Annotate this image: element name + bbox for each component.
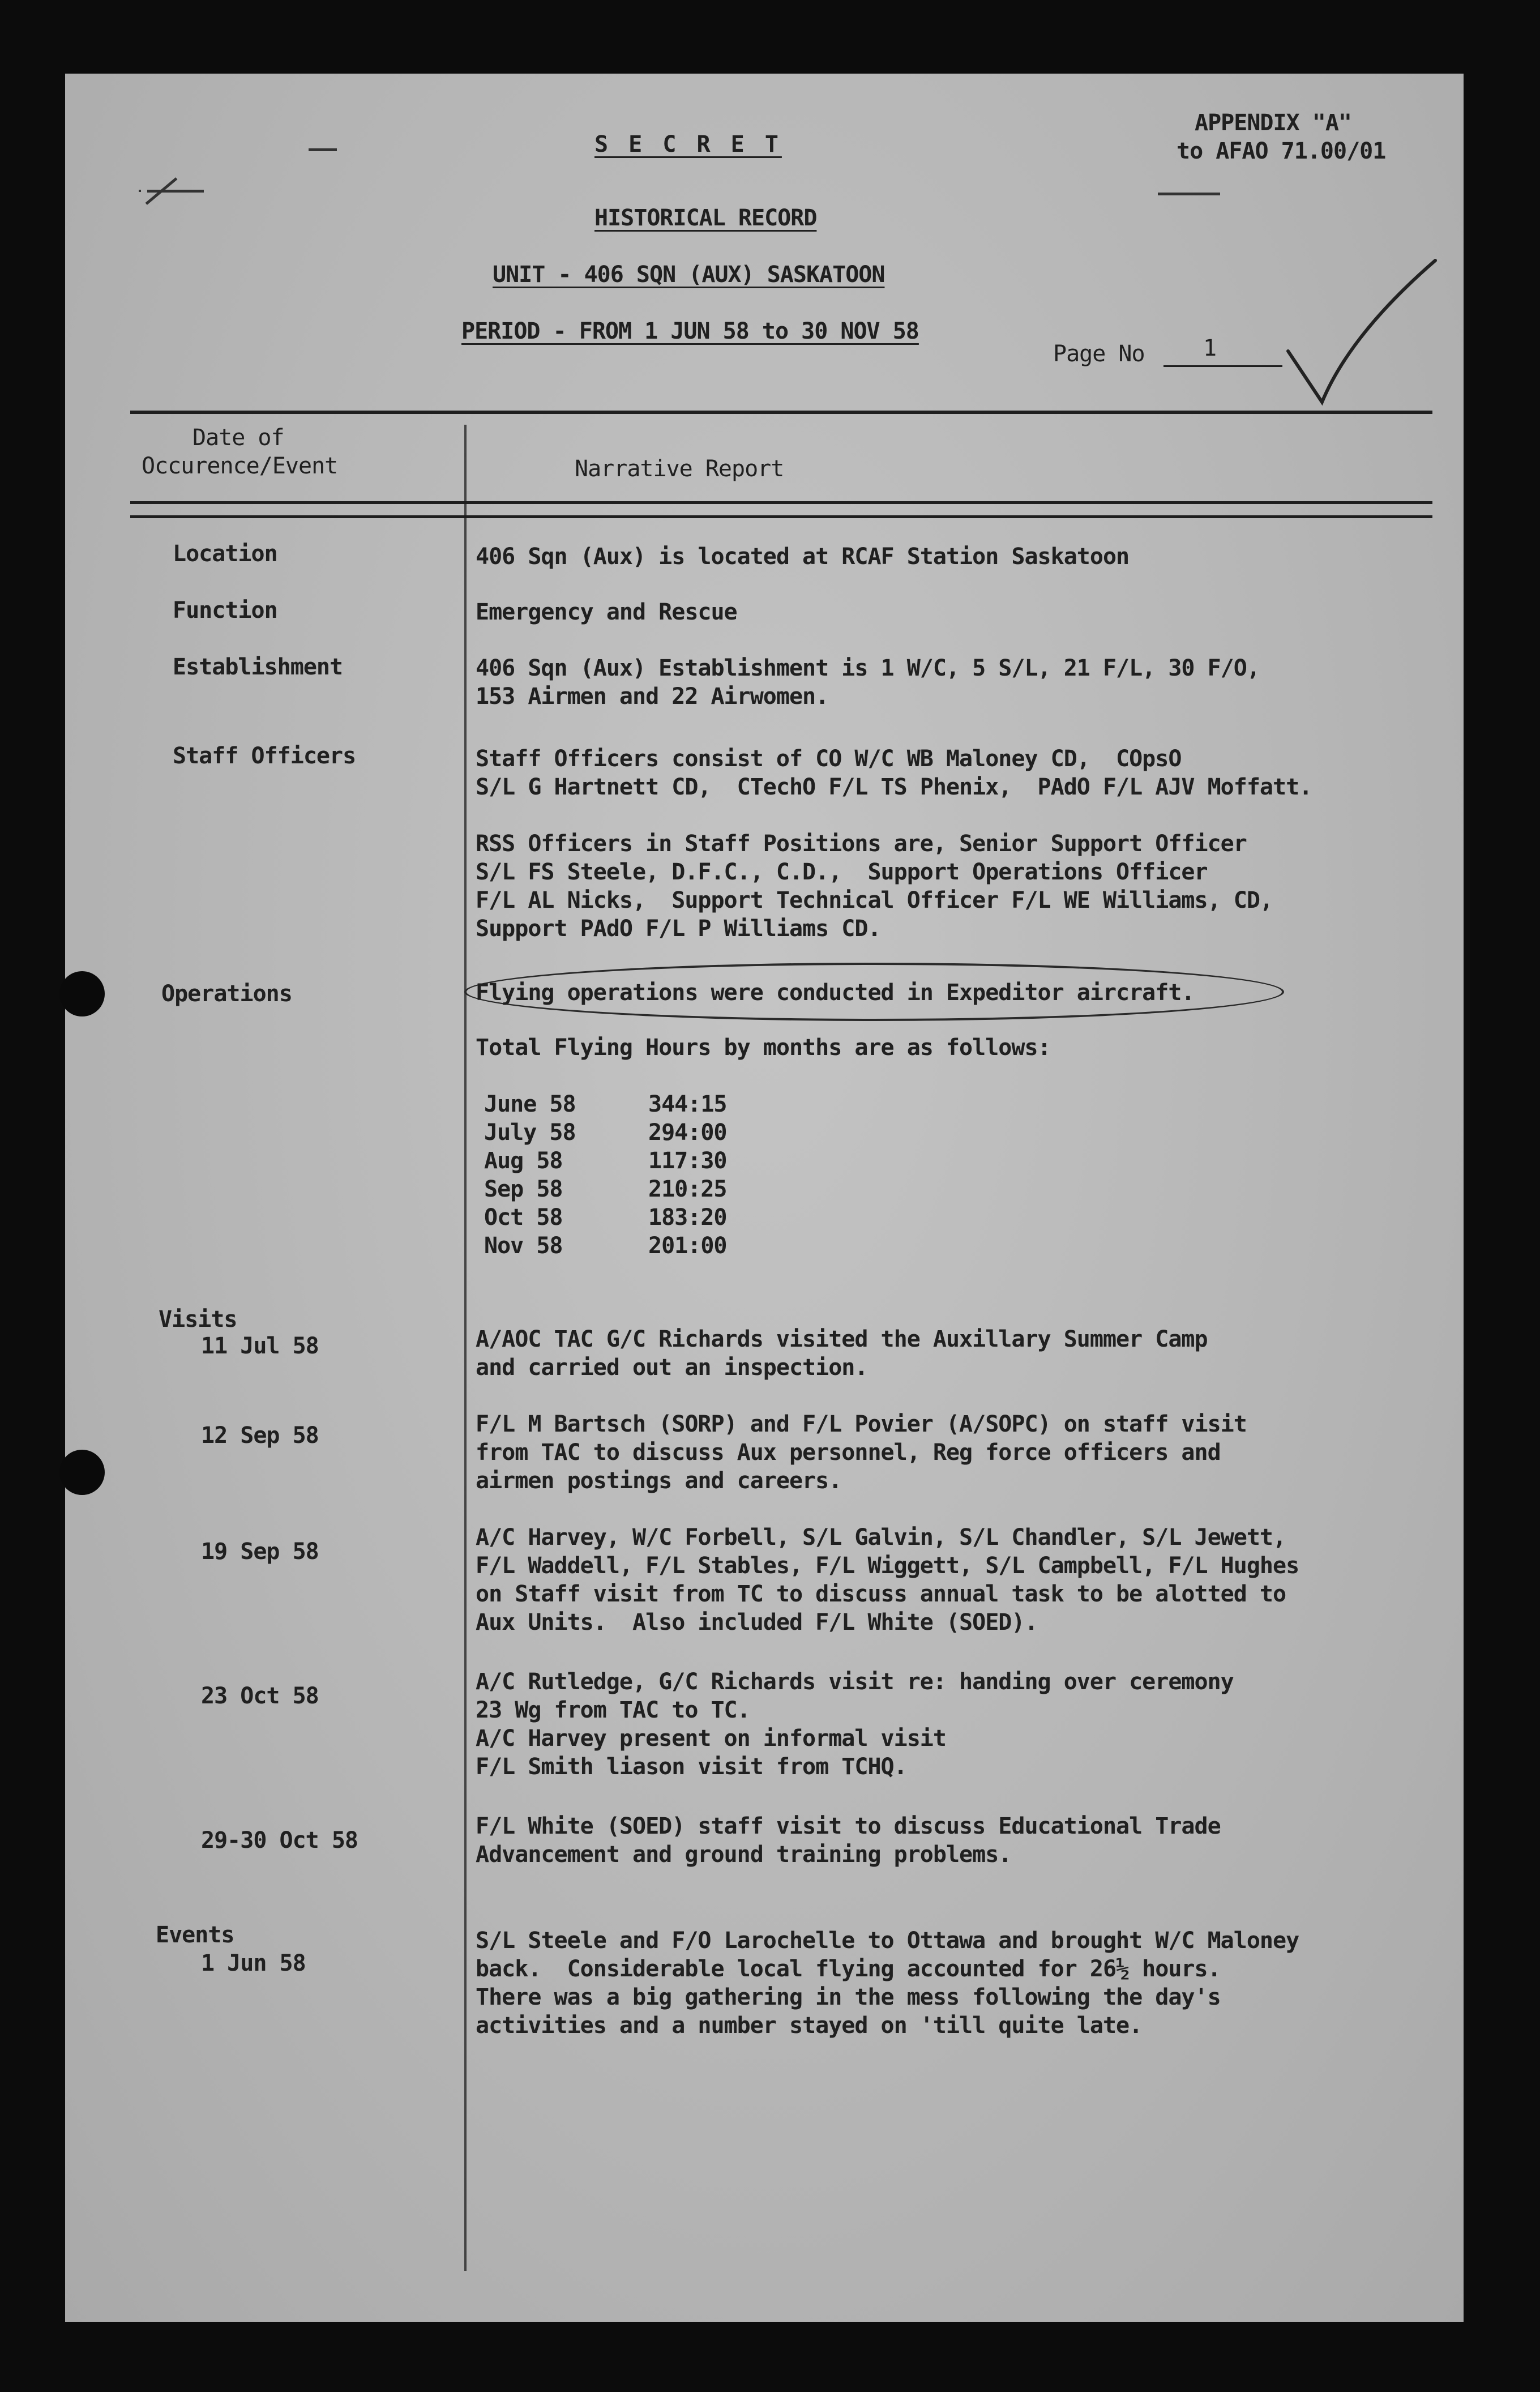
staff-officers-text: Staff Officers consist of CO W/C WB Maloney CD, COpsO [476, 746, 1182, 772]
location-text: 406 Sqn (Aux) is located at RCAF Station Saskatoon [476, 544, 1130, 570]
check-mark-icon [1282, 255, 1441, 413]
staff-officers-text: Support PAdO F/L P Williams CD. [476, 916, 881, 942]
date-column-header: Occurence/Event [142, 453, 338, 479]
visit-text: and carried out an inspection. [476, 1355, 868, 1381]
visit-text: A/C Harvey present on informal visit [476, 1725, 946, 1752]
flying-hours-value: 183:20 [648, 1204, 727, 1231]
table-header-rule-1 [130, 501, 1432, 504]
flying-hours-month: June 58 [484, 1091, 576, 1117]
classification-marking: S E C R E T [594, 131, 782, 157]
flying-hours-month: Sep 58 [484, 1176, 563, 1202]
document-page [65, 74, 1464, 2322]
establishment-text: 153 Airmen and 22 Airwomen. [476, 684, 829, 710]
visit-text: F/L Waddell, F/L Stables, F/L Wiggett, S/L Campbell, F/L Hughes [476, 1553, 1299, 1579]
visits-label: Visits [159, 1306, 237, 1332]
visit-text: Aux Units. Also included F/L White (SOED). [476, 1609, 1038, 1635]
flying-hours-value: 117:30 [648, 1148, 727, 1174]
pen-mark [139, 190, 141, 192]
visit-text: F/L Smith liason visit from TCHQ. [476, 1754, 907, 1780]
unit-line: UNIT - 406 SQN (AUX) SASKATOON [493, 262, 885, 288]
event-text: back. Considerable local flying accounted for 26½ hours. [476, 1956, 1221, 1982]
function-label: Function [173, 597, 277, 623]
page-number-underline [1163, 365, 1282, 367]
function-text: Emergency and Rescue [476, 599, 737, 625]
visit-text: airmen postings and careers. [476, 1468, 842, 1494]
operations-label: Operations [161, 981, 292, 1007]
visit-date: 19 Sep 58 [201, 1539, 319, 1565]
document-title: HISTORICAL RECORD [594, 205, 817, 231]
flying-hours-month: Aug 58 [484, 1148, 563, 1174]
staff-officers-text: RSS Officers in Staff Positions are, Senior Support Officer [476, 831, 1247, 857]
table-header-rule-2 [130, 515, 1432, 518]
flying-hours-month: Oct 58 [484, 1204, 563, 1231]
flying-hours-month: Nov 58 [484, 1233, 563, 1259]
event-date: 1 Jun 58 [201, 1950, 306, 1976]
visit-date: 12 Sep 58 [201, 1423, 319, 1449]
visit-text: A/AOC TAC G/C Richards visited the Auxillary Summer Camp [476, 1326, 1208, 1352]
punch-hole [59, 971, 105, 1016]
flying-hours-value: 344:15 [648, 1091, 727, 1117]
page-number: 1 [1203, 335, 1217, 361]
column-divider [464, 425, 467, 2271]
punch-hole [59, 1450, 105, 1495]
visit-text: F/L M Bartsch (SORP) and F/L Povier (A/SOPC) on staff visit [476, 1411, 1247, 1437]
visit-date: 29-30 Oct 58 [201, 1827, 358, 1853]
flying-hours-month: July 58 [484, 1120, 576, 1146]
pen-mark [147, 190, 204, 193]
visit-text: 23 Wg from TAC to TC. [476, 1697, 750, 1723]
operations-text: Total Flying Hours by months are as follows: [476, 1035, 1051, 1061]
narrative-column-header: Narrative Report [575, 456, 784, 482]
page-number-label: Page No [1053, 341, 1145, 367]
period-line: PERIOD - FROM 1 JUN 58 to 30 NOV 58 [461, 318, 919, 344]
staff-officers-text: S/L G Hartnett CD, CTechO F/L TS Phenix, PAdO F/L AJV Moffatt. [476, 774, 1312, 800]
flying-hours-value: 210:25 [648, 1176, 727, 1202]
visit-text: Advancement and ground training problems. [476, 1842, 1012, 1868]
visit-date: 23 Oct 58 [201, 1683, 319, 1709]
appendix-label: APPENDIX "A" [1195, 110, 1351, 136]
establishment-text: 406 Sqn (Aux) Establishment is 1 W/C, 5 S/L, 21 F/L, 30 F/O, [476, 655, 1260, 681]
flying-hours-value: 201:00 [648, 1233, 727, 1259]
event-text: S/L Steele and F/O Larochelle to Ottawa and brought W/C Maloney [476, 1928, 1299, 1954]
staff-officers-label: Staff Officers [173, 743, 356, 769]
pen-mark [1158, 193, 1220, 195]
visit-text: on Staff visit from TC to discuss annual task to be alotted to [476, 1581, 1286, 1607]
location-label: Location [173, 541, 277, 567]
operations-text: Flying operations were conducted in Expeditor aircraft. [476, 980, 1195, 1006]
visit-text: A/C Harvey, W/C Forbell, S/L Galvin, S/L Chandler, S/L Jewett, [476, 1524, 1286, 1550]
visit-text: F/L White (SOED) staff visit to discuss Educational Trade [476, 1813, 1221, 1839]
pen-mark [309, 148, 337, 151]
visit-date: 11 Jul 58 [201, 1333, 319, 1359]
visit-text: A/C Rutledge, G/C Richards visit re: handing over ceremony [476, 1669, 1234, 1695]
establishment-label: Establishment [173, 654, 343, 680]
table-top-rule [130, 411, 1432, 414]
event-text: There was a big gathering in the mess following the day's [476, 1984, 1221, 2010]
date-column-header: Date of [192, 425, 284, 451]
visit-text: from TAC to discuss Aux personnel, Reg force officers and [476, 1440, 1221, 1466]
events-label: Events [156, 1922, 234, 1948]
flying-hours-value: 294:00 [648, 1120, 727, 1146]
staff-officers-text: F/L AL Nicks, Support Technical Officer F/L WE Williams, CD, [476, 887, 1273, 913]
event-text: activities and a number stayed on 'till quite late. [476, 2013, 1143, 2039]
appendix-reference: to AFAO 71.00/01 [1177, 138, 1386, 164]
staff-officers-text: S/L FS Steele, D.F.C., C.D., Support Operations Officer [476, 859, 1208, 885]
